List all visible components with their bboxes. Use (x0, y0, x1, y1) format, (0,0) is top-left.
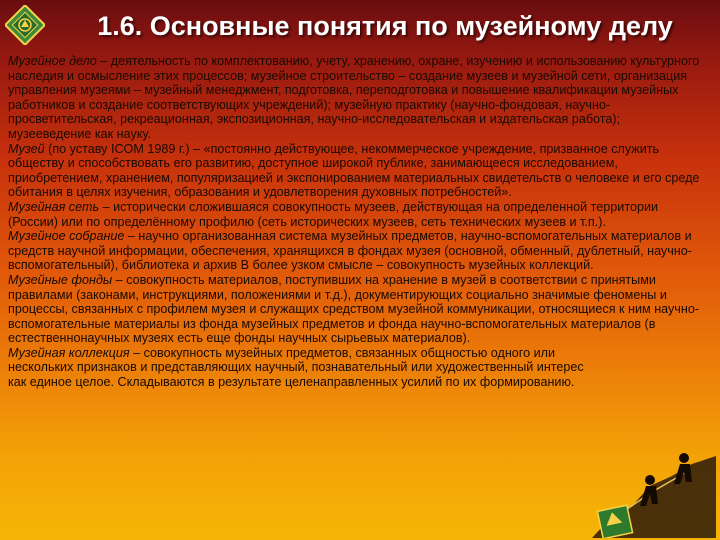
term-museum-network: Музейная сеть (8, 199, 100, 214)
term-museum-collection-system: Музейное собрание (8, 229, 125, 244)
slide-title: 1.6. Основные понятия по музейному делу (97, 11, 673, 41)
definition-museum-network (8, 200, 700, 229)
definition-museum-affairs (8, 54, 700, 142)
term-museum-affairs: Музейное дело (8, 54, 97, 68)
definition-text: – деятельность по комплектованию, учету, хранению, охране, изучению и использованию культурного наследия и осмысление этих процессов; музейное строительство – создание музеев и музейной сети, организация управления музеями – музейный менеджмент, подготовка, переподготовка и повышение квалификации музейных работников и создание соответствующих учреждений); музейную практику (научно-фондовая, научно-просветительская, рекреационная, экспозиционная, научно-исследовательская и издательская работа); музееведение как науку. (8, 54, 700, 141)
definition-text: – совокупность музейных предметов, связанных общностью одного или нескольких признаков и представляющих научный, познавательный или художественный интерес как единое целое. Складываются в результате целенаправленных усилий по их формированию. (8, 345, 584, 390)
museum-emblem-icon (5, 5, 45, 45)
definition-text: – исторически сложившаяся совокупность музеев, действующая на определенной территории (России) или по определённому профилю (сеть исторических музеев, сеть технических музеев и т.п.). (8, 199, 659, 229)
definition-text: – научно организованная система музейных предметов, научно-вспомогательных материалов и средств научной информации, обеспечения, хранящихся в фондах музея (основной, обменный, дублетный, научно-вспомогательный), библиотека и архив В более узком смысле – совокупность музейных коллекций. (8, 229, 692, 273)
term-museum: Музей (8, 141, 45, 156)
definition-museum-funds (8, 273, 700, 346)
definition-museum-collection-system (8, 229, 700, 273)
definitions-text (8, 54, 700, 390)
definition-text: – совокупность материалов, поступивших на хранение в музей в соответствии с принятыми правилами (законами, инструкциями, положениями и т.д.), документирующих социально значимые феномены и процессы, связанных с профилем музея и служащих средством музейной коммуникации, относящиеся к ним научно-вспомогательные материалы из фонда музейных предметов и фонда научно-вспомогательных материалов (в естественнонаучных музеях есть еще фонды научных сырьевых материалов). (8, 272, 700, 346)
term-museum-collection: Музейная коллекция (8, 345, 130, 360)
definition-museum (8, 142, 700, 200)
term-museum-funds: Музейные фонды (8, 272, 113, 287)
definition-museum-collection (8, 346, 598, 390)
definition-text: (по уставу ICOM 1989 г.) – «постоянно действующее, некоммерческое учреждение, призванное служить обществу и способствовать его развитию, доступное широкой публике, занимающееся исследованием, приобретением, хранением, популяризацией и экспонированием материальных свидетельств о человеке и его среде обитания в целях изучения, образования и удовлетворения духовных потребностей». (8, 141, 700, 200)
climbers-pulling-rope-icon (592, 446, 716, 538)
